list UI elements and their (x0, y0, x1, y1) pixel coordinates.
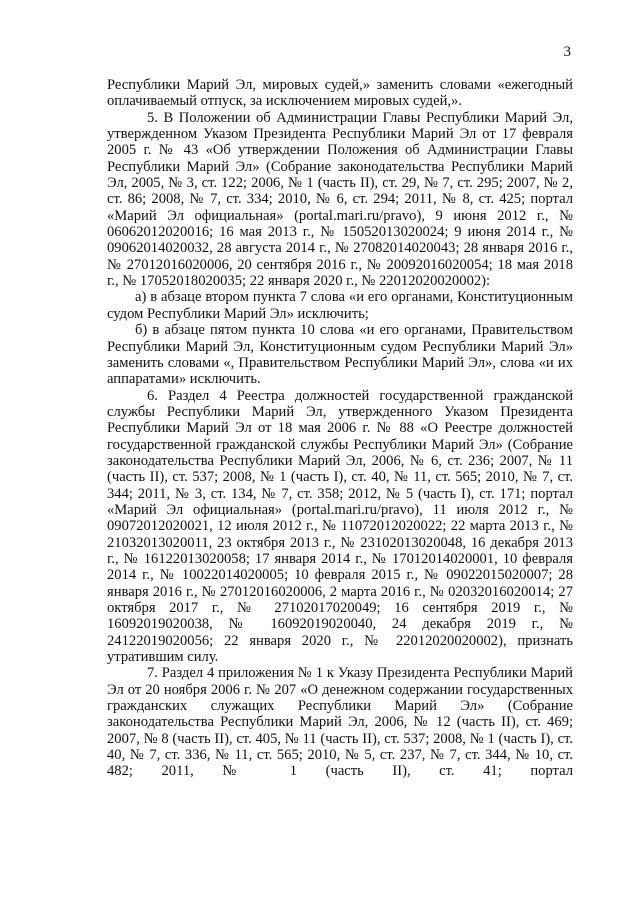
paragraph-item-5: 5. В Положении об Администрации Главы Республики Марий Эл, утвержденном Указом Президента Республики Марий Эл от 17 февраля 2005 г. № 43 «Об утверждении Положения об Администрации Главы Республики Марий Эл» (Собрание законодательства Республики Марий Эл, 2005, № 3, ст. 122; 2006, № 1 (часть II), ст. 29, № 7, ст. 295; 2007, № 2, ст. 86; 2008, № 7, ст. 334; 2010, № 6, ст. 294; 2011, № 8, ст. 425; портал «Марий Эл официальная» (portal.mari.ru/pravo), 9 июня 2012 г., № 06062012020016; 16 мая 2013 г., № 15052013020024; 9 июня 2014 г., № 09062014020032, 28 августа 2014 г., № 27082014020043; 28 января 2016 г., № 27012016020006, 20 сентября 2016 г., № 20092016020054; 18 мая 2018 г., № 17052018020035; 22 января 2020 г., № 22012020020002): (107, 109, 573, 290)
document-body (107, 77, 573, 780)
paragraph-item-5b: б) в абзаце пятом пункта 10 слова «и его органами, Правительством Республики Марий Эл, Конституционным судом Республики Марий Эл» заменить словами «, Правительством Республики Марий Эл», слова «и их аппаратами» исключить. (107, 322, 573, 388)
paragraph-continuation: Республики Марий Эл, мировых судей,» заменить словами «ежегодный оплачиваемый отпуск, за исключением мировых судей,». (107, 77, 573, 110)
paragraph-item-5a: а) в абзаце втором пункта 7 слова «и его органами, Конституционным судом Республики Марий Эл» исключить; (107, 289, 573, 322)
paragraph-item-7: 7. Раздел 4 приложения № 1 к Указу Президента Республики Марий Эл от 20 ноября 2006 г. № 207 «О денежном содержании государственных гражданских служащих Республики Марий Эл» (Собрание законодательства Республики Марий Эл, 2006, № 12 (часть II), ст. 469; 2007, № 8 (часть II), ст. 405, № 11 (часть II), ст. 537; 2008, № 1 (часть I), ст. 40, № 7, ст. 336, № 11, ст. 565; 2010, № 5, ст. 237, № 7, ст. 344, № 10, ст. 482; 2011, № 1 (часть II), ст. 41; портал (107, 665, 573, 780)
paragraph-item-6: 6. Раздел 4 Реестра должностей государственной гражданской службы Республики Марий Эл, утвержденного Указом Президента Республики Марий Эл от 18 мая 2006 г. № 88 «О Реестре должностей государственной гражданской службы Республики Марий Эл» (Собрание законодательства Республики Марий Эл, 2006, № 6, ст. 236; 2007, № 11 (часть II), ст. 537; 2008, № 1 (часть I), ст. 40, № 11, ст. 565; 2010, № 7, ст. 344; 2011, № 3, ст. 134, № 7, ст. 358; 2012, № 5 (часть I), ст. 171; портал «Марий Эл официальная» (portal.mari.ru/pravo), 11 июля 2012 г., № 09072012020021, 12 июля 2012 г., № 11072012020022; 22 марта 2013 г., № 21032013020011, 23 октября 2013 г., № 23102013020048, 16 декабря 2013 г., № 16122013020058; 17 января 2014 г., № 17012014020001, 10 февраля 2014 г., № 10022014020005; 10 февраля 2015 г., № 09022015020007; 28 января 2016 г., № 27012016020006, 2 марта 2016 г., № 02032016020014; 27 октября 2017 г., № 27102017020049; 16 сентября 2019 г., № 16092019020038, № 16092019020040, 24 декабря 2019 г., № 24122019020056; 22 января 2020 г., № 22012020020002), признать утратившим силу. (107, 387, 573, 666)
page-number: 3 (563, 44, 571, 60)
